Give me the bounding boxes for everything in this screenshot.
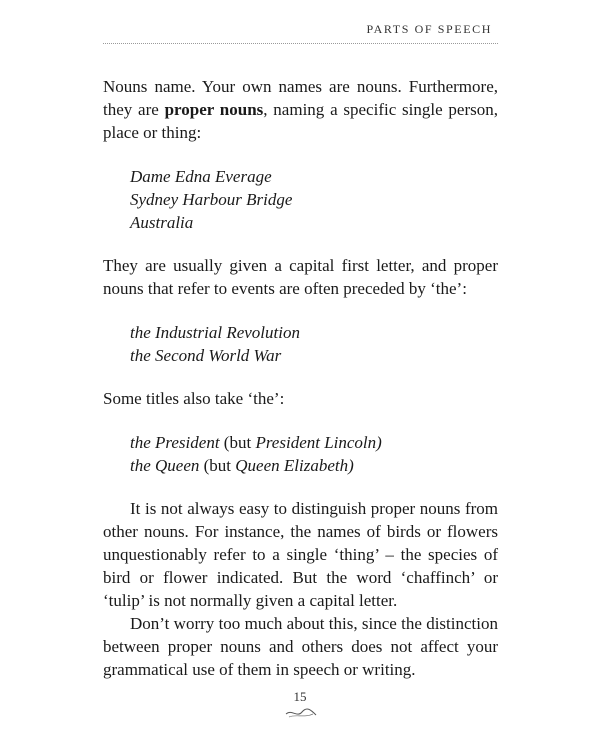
paragraph-capital-letters: They are usually given a capital first letter, and proper nouns that refer to events are often preceded by ‘the’: — [103, 256, 498, 298]
example-item: the Queen (but Queen Elizabeth) — [130, 456, 354, 475]
example-item: Sydney Harbour Bridge — [130, 190, 293, 209]
paragraph-distinguish: It is not always easy to distinguish proper nouns from other nouns. For instance, the names of birds or flowers unquestionably refer to a single ‘thing’ – the species of bird or flower indicated. But the word ‘chaffinch’ or ‘tulip’ is not normally given a capital letter. — [103, 499, 498, 610]
paragraph-proper-nouns — [103, 75, 498, 144]
example-item: the Second World War — [130, 346, 282, 365]
example-item: the President (but President Lincoln) — [130, 433, 382, 452]
term-proper-nouns: proper nouns — [164, 100, 264, 119]
page-body — [103, 75, 498, 681]
paragraph-text: Nouns name. Your own names are nouns. Furthermore, they are — [103, 77, 498, 119]
running-head: PARTS OF SPEECH — [366, 22, 492, 36]
ornament-icon — [283, 706, 319, 720]
page-number: 15 — [293, 689, 307, 704]
example-item: Australia — [130, 213, 194, 232]
example-item: Dame Edna Everage — [130, 167, 272, 186]
example-item: the Industrial Revolution — [130, 323, 300, 342]
header-rule — [103, 43, 498, 44]
paragraph-dont-worry: Don’t worry too much about this, since the distinction between proper nouns and others does not affect your grammatical use of them in speech or writing. — [103, 614, 498, 679]
paragraph-text: , naming a specific single person, place or thing: — [103, 100, 498, 142]
paragraph-titles: Some titles also take ‘the’: — [103, 389, 285, 408]
